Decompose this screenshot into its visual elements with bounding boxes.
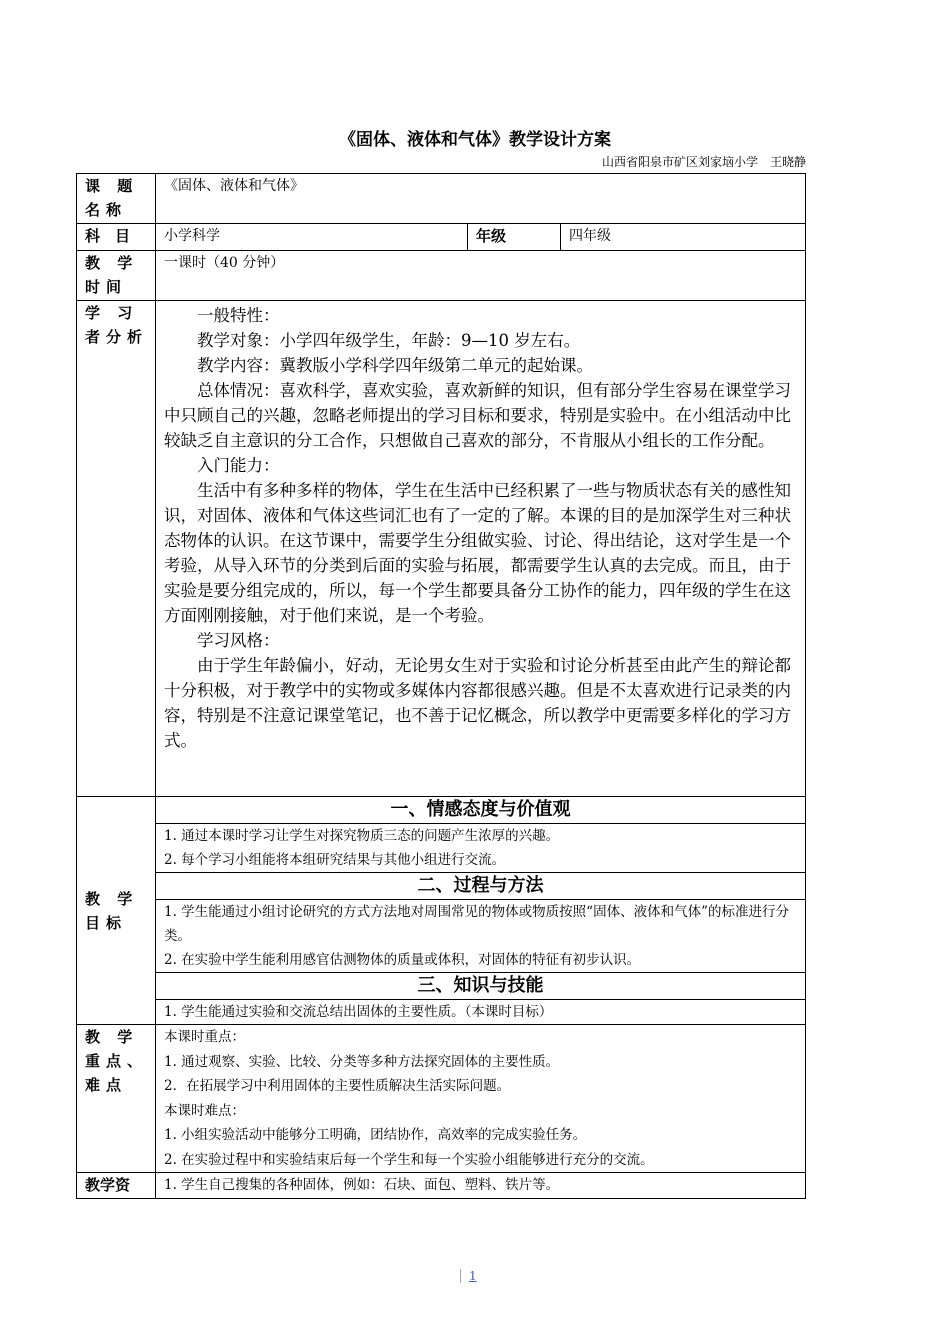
row-objectives: [77, 797, 806, 1025]
key-point-line: 本课时难点：: [164, 1102, 245, 1119]
row-time: [77, 251, 806, 301]
key-point-line: 2. 在实验过程中和实验结束后每一个学生和每一个实验小组能够进行充分的交流。: [164, 1151, 654, 1168]
key-point-line: 1. 通过观察、实验、比较、分类等多种方法探究固体的主要性质。: [164, 1053, 560, 1070]
row-subject: [77, 224, 806, 251]
objective-item: 1. 学生能通过小组讨论研究的方式方法地对周围常见的物体或物质按照“固体、液体和气体”的标准进行分类。: [164, 904, 789, 944]
objectives-content: [156, 797, 806, 1025]
learner-paragraph: 生活中有多种多样的物体，学生在生活中已经积累了一些与物质状态有关的感性知识，对固体、液体和气体这些词汇也有了一定的了解。本课的目的是加深学生对三种状态物体的认识。在这节课中，需要学生分组做实验、讨论、得出结论，这对学生是一个考验，从导入环节的分类到后面的实验与拓展，都需要学生认真的去完成。而且，由于实验是要分组完成的，所以，每一个学生都要具备分工协作的能力，四年级的学生在这方面刚刚接触，对于他们来说，是一个考验。: [164, 481, 791, 625]
resources-label: 教学资: [77, 1173, 156, 1199]
subject-value: 小学科学: [156, 224, 468, 251]
row-resources: [77, 1173, 806, 1199]
learner-analysis: [156, 301, 806, 797]
author-line: 山西省阳泉市矿区刘家垴小学 王晓静: [601, 155, 806, 169]
row-learner: [77, 301, 806, 797]
resource-line: 1. 学生自己搜集的各种固体，例如：石块、面包、塑料、铁片等。: [164, 1177, 560, 1193]
objective-item: 2. 每个学习小组能将本组研究结果与其他小组进行交流。: [164, 852, 506, 868]
objective-item: 2. 在实验中学生能利用感官估测物体的质量或体积，对固体的特征有初步认识。: [164, 952, 641, 968]
key-points-content: [156, 1025, 806, 1173]
objective-item: 1. 通过本课时学习让学生对探究物质三态的问题产生浓厚的兴趣。: [164, 828, 560, 844]
learner-paragraph: 一般特性：: [197, 306, 280, 325]
objective-heading: 一、情感态度与价值观: [156, 797, 805, 824]
objective-heading: 三、知识与技能: [156, 972, 805, 1000]
row-key-points: [77, 1025, 806, 1173]
learner-paragraph: 教学对象：小学四年级学生，年龄：9—10 岁左右。: [197, 331, 581, 350]
learner-paragraph: 总体情况：喜欢科学，喜欢实验，喜欢新鲜的知识，但有部分学生容易在课堂学习中只顾自己的兴趣，忽略老师提出的学习目标和要求，特别是实验中。在小组活动中比较缺乏自主意识的分工合作，只想做自己喜欢的部分，不肯服从小组长的工作分配。: [164, 381, 791, 450]
objective-heading: 二、过程与方法: [156, 872, 805, 900]
row-topic: [77, 174, 806, 224]
grade-value: 四年级: [561, 224, 806, 251]
key-point-line: 本课时重点：: [164, 1029, 245, 1045]
learner-paragraph: 入门能力：: [197, 456, 280, 475]
objective-item: 1. 学生能通过实验和交流总结出固体的主要性质。（本课时目标）: [164, 1004, 553, 1020]
topic-value: 《固体、液体和气体》: [156, 174, 806, 224]
lesson-plan-table: [76, 173, 806, 1199]
key-point-line: 2．在拓展学习中利用固体的主要性质解决生活实际问题。: [164, 1078, 511, 1094]
grade-label: 年级: [468, 224, 561, 251]
objectives-label: 教 学 目标: [77, 797, 156, 1025]
key-point-line: 1. 小组实验活动中能够分工明确，团结协作，高效率的完成实验任务。: [164, 1127, 587, 1143]
time-value: 一课时（40 分钟）: [156, 251, 806, 301]
page-number: 1: [460, 1269, 477, 1283]
topic-label: 课 题 名称: [77, 174, 156, 224]
time-label: 教 学 时间: [77, 251, 156, 301]
subject-label: 科 目: [77, 224, 156, 251]
learner-label: 学 习 者分析: [77, 301, 156, 797]
key-points-label: 教 学 重点、难点: [77, 1025, 156, 1173]
learner-paragraph: 教学内容：冀教版小学科学四年级第二单元的起始课。: [197, 356, 593, 375]
resources-content: [156, 1173, 806, 1199]
learner-paragraph: 学习风格：: [197, 631, 280, 650]
document-title: 《固体、液体和气体》教学设计方案: [339, 130, 611, 150]
learner-paragraph: 由于学生年龄偏小，好动，无论男女生对于实验和讨论分析甚至由此产生的辩论都十分积极，对于教学中的实物或多媒体内容都很感兴趣。但是不太喜欢进行记录类的内容，特别是不注意记课堂笔记，也不善于记忆概念，所以教学中更需要多样化的学习方式。: [164, 656, 791, 750]
